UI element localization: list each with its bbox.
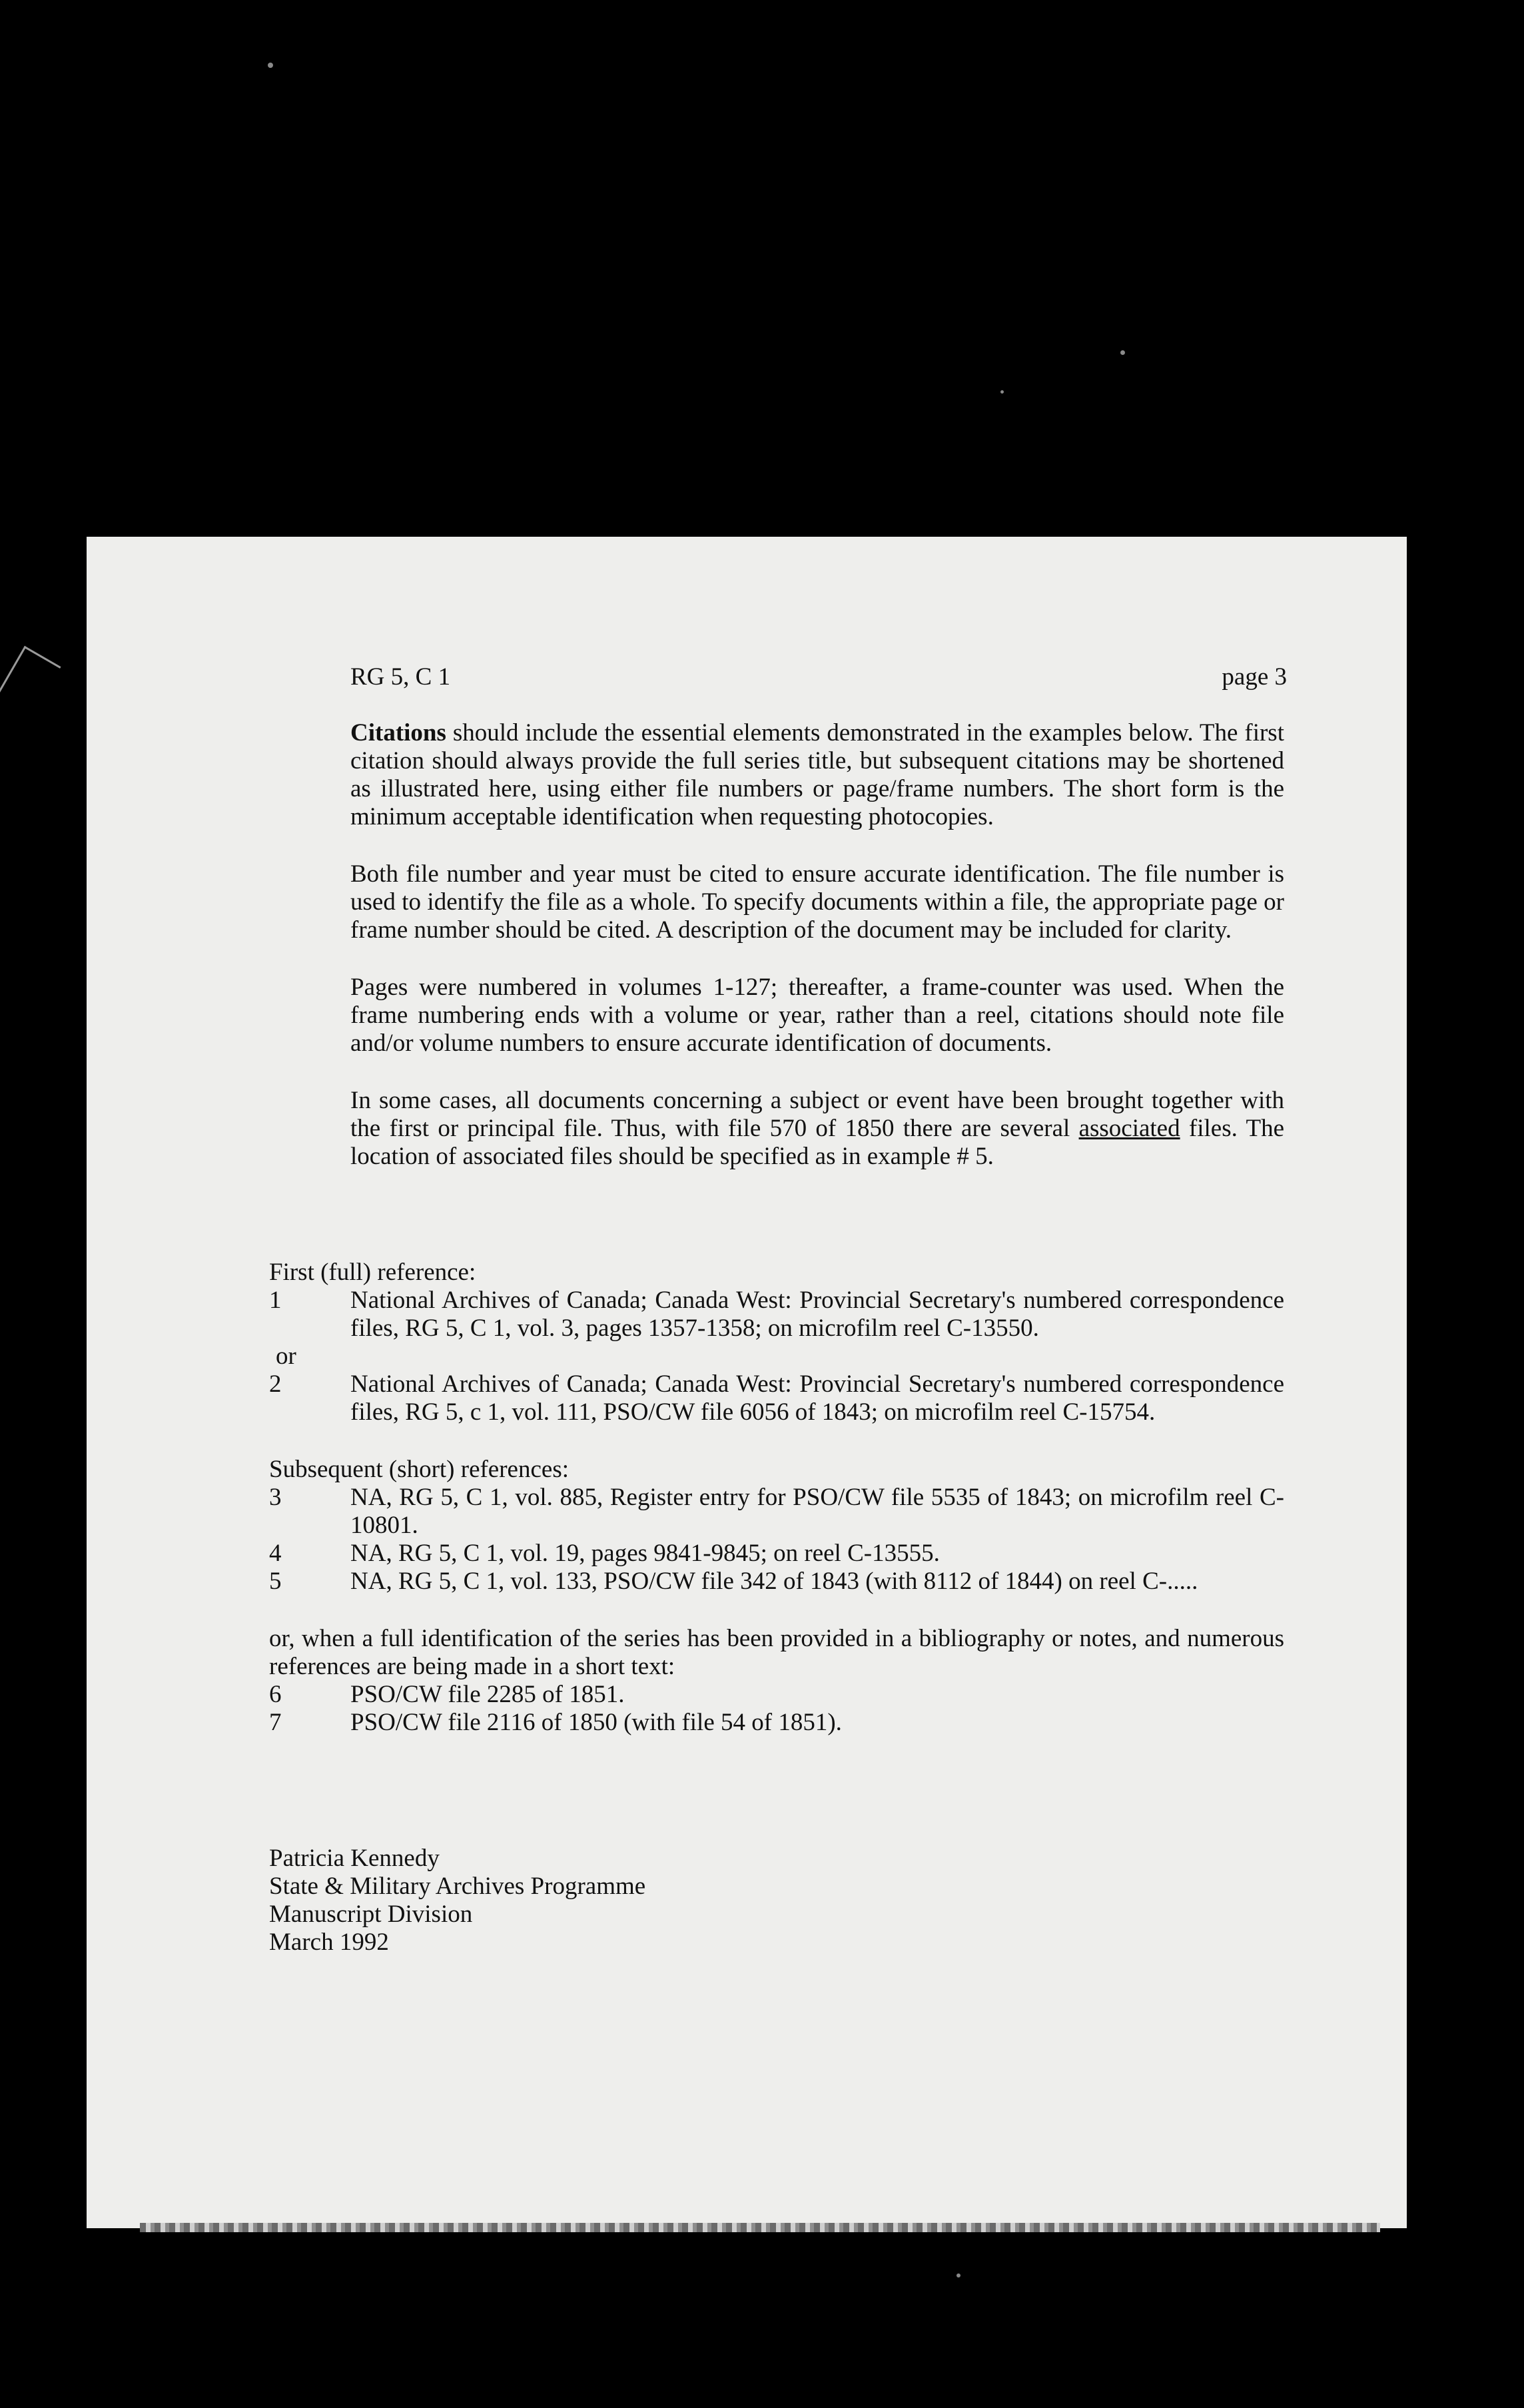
reference-item	[269, 1681, 1284, 1709]
reference-text: National Archives of Canada; Canada West: Provincial Secretary's numbered correspondence files, RG 5, C 1, vol. 3, pages 1357-1358; on microfilm reel C-13550.	[350, 1287, 1284, 1342]
reference-number: 2	[269, 1370, 282, 1398]
citations-lead: Citations	[350, 719, 446, 747]
paragraph-associated-files	[350, 1087, 1284, 1171]
paragraph-pages: Pages were numbered in volumes 1-127; thereafter, a frame-counter was used. When the frame numbering ends with a volume or year, rather than a reel, citations should note file and/or volume numbers to ensure accurate identification of documents.	[350, 974, 1284, 1057]
scan-speck	[268, 63, 273, 68]
reference-text: National Archives of Canada; Canada West: Provincial Secretary's numbered correspondence files, RG 5, c 1, vol. 111, PSO/CW file 6056 of 1843; on microfilm reel C-15754.	[350, 1370, 1284, 1426]
reference-text: PSO/CW file 2116 of 1850 (with file 54 of 1851).	[350, 1709, 842, 1736]
page-header	[350, 663, 1287, 693]
reference-item	[269, 1709, 1284, 1737]
series-code: RG 5, C 1	[350, 663, 451, 691]
author-name: Patricia Kennedy	[269, 1845, 440, 1872]
scan-scratch	[0, 646, 61, 715]
scan-speck	[956, 2273, 960, 2277]
page-number: page 3	[1222, 663, 1287, 691]
reference-number: 6	[269, 1681, 282, 1708]
subsequent-reference-label: Subsequent (short) references:	[269, 1456, 569, 1483]
page-edge-noise	[140, 2223, 1380, 2232]
reference-number: 1	[269, 1287, 282, 1314]
reference-text: NA, RG 5, C 1, vol. 133, PSO/CW file 342 of 1843 (with 8112 of 1844) on reel C-.....	[350, 1568, 1198, 1595]
reference-item	[269, 1484, 1284, 1540]
associated-text-before: In some cases, all documents concerning a subject or event have been brought together with the first or principal file. Thus, with file 570 of 1850 there are several	[350, 1087, 1284, 1142]
body-text	[350, 719, 1284, 1200]
reference-text: PSO/CW file 2285 of 1851.	[350, 1681, 625, 1708]
reference-number: 3	[269, 1484, 282, 1511]
reference-text: NA, RG 5, C 1, vol. 885, Register entry for PSO/CW file 5535 of 1843; on microfilm reel C-10801.	[350, 1484, 1284, 1539]
scan-speck	[1000, 390, 1004, 394]
document-date: March 1992	[269, 1929, 389, 1956]
first-reference-label: First (full) reference:	[269, 1259, 476, 1286]
reference-text: NA, RG 5, C 1, vol. 19, pages 9841-9845; on reel C-13555.	[350, 1540, 940, 1567]
reference-item	[269, 1287, 1284, 1343]
associated-underlined: associated	[1078, 1115, 1180, 1142]
author-programme: State & Military Archives Programme	[269, 1873, 646, 1900]
reference-number: 5	[269, 1568, 282, 1595]
associated-text-after: files. The location of associated files should be specified as in example # 5.	[350, 1115, 1284, 1170]
short-text-intro: or, when a full identification of the series has been provided in a bibliography or notes, and numerous references are being made in a short text:	[269, 1625, 1284, 1680]
or-separator: or	[276, 1343, 296, 1370]
reference-number: 7	[269, 1709, 282, 1736]
reference-item	[269, 1568, 1284, 1596]
reference-examples	[269, 1259, 1284, 1737]
signature-block	[269, 1845, 645, 1956]
paragraph-citations	[350, 719, 1284, 831]
author-division: Manuscript Division	[269, 1901, 473, 1928]
reference-item	[269, 1540, 1284, 1568]
reference-number: 4	[269, 1540, 282, 1567]
citations-text: should include the essential elements demonstrated in the examples below. The first citation should always provide the full series title, but subsequent citations may be shortened as illustrated here, using either file numbers or page/frame numbers. The short form is the minimum acceptable identification when requesting photocopies.	[350, 719, 1284, 830]
reference-item	[269, 1370, 1284, 1426]
paragraph-file-number: Both file number and year must be cited to ensure accurate identification. The file number is used to identify the file as a whole. To specify documents within a file, the appropriate page or frame number should be cited. A description of the document may be included for clarity.	[350, 860, 1284, 944]
document-page	[87, 537, 1407, 2228]
scan-speck	[1120, 350, 1125, 355]
